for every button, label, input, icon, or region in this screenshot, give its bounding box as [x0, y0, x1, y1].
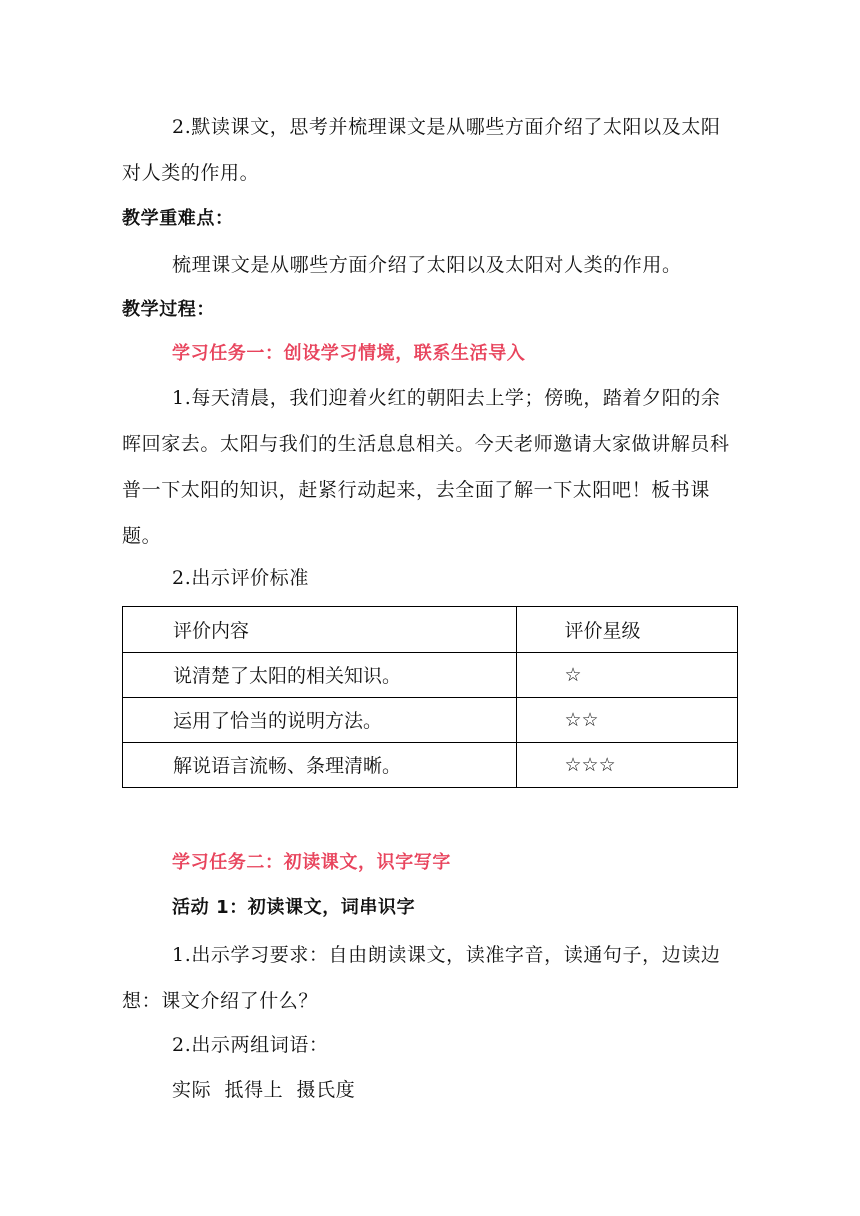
task1-item-1: 1.每天清晨，我们迎着火红的朝阳去上学；傍晚，踏着夕阳的余晖回家去。太阳与我们的生活息息相关。今天老师邀请大家做讲解员科普一下太阳的知识，赶紧行动起来，去全面了解一下太阳吧！板书课题。 [122, 387, 730, 547]
table-row [123, 607, 737, 652]
rubric-header-stars: 评价星级 [516, 607, 737, 652]
key-points-text: 梳理课文是从哪些方面介绍了太阳以及太阳对人类的作用。 [172, 254, 682, 276]
task1-title: 学习任务一：创设学习情境，联系生活导入 [172, 343, 526, 364]
key-points-heading: 教学重难点： [122, 208, 234, 229]
rubric-stars: ☆☆ [516, 697, 737, 742]
task2-words: 实际 抵得上 摄氏度 [172, 1079, 356, 1101]
rubric-stars: ☆ [516, 652, 737, 697]
rubric-criterion: 运用了恰当的说明方法。 [123, 697, 516, 742]
task2-item-2: 2.出示两组词语： [172, 1034, 329, 1056]
task2-title: 学习任务二：初读课文，识字写字 [172, 852, 451, 873]
table-row [123, 697, 737, 742]
task1-item-2: 2.出示评价标准 [172, 567, 309, 589]
rubric-criterion: 说清楚了太阳的相关知识。 [123, 652, 516, 697]
process-heading: 教学过程： [122, 299, 215, 320]
intro-item-2: 2.默读课文，思考并梳理课文是从哪些方面介绍了太阳以及太阳对人类的作用。 [122, 116, 721, 184]
table-row [123, 652, 737, 697]
rubric-criterion: 解说语言流畅、条理清晰。 [123, 742, 516, 787]
table-row [123, 742, 737, 787]
rubric-stars: ☆☆☆ [516, 742, 737, 787]
rubric-table [122, 606, 738, 788]
task2-activity-1: 活动 1：初读课文，词串识字 [172, 897, 416, 918]
rubric-header-content: 评价内容 [123, 607, 516, 652]
task2-item-1: 1.出示学习要求：自由朗读课文，读准字音，读通句子，边读边想：课文介绍了什么？ [122, 944, 721, 1012]
